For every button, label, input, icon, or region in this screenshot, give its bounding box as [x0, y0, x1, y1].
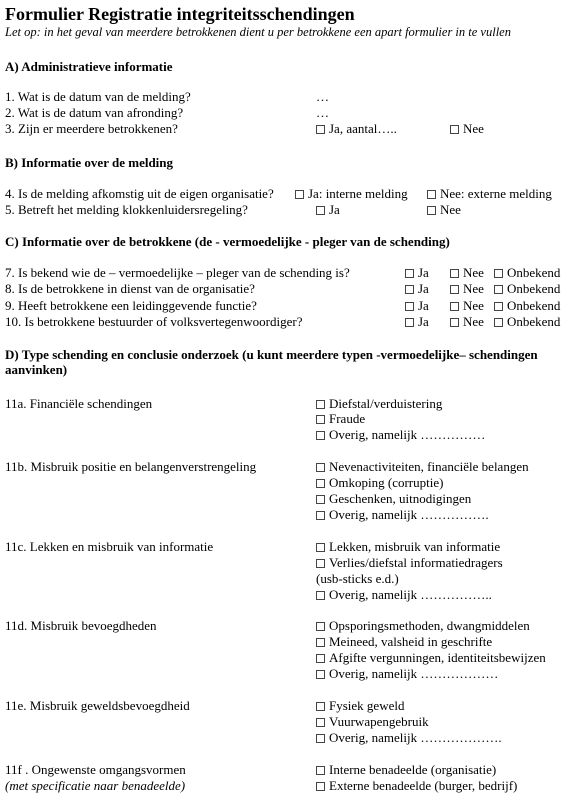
option-label: Fraude [329, 411, 366, 426]
checkbox-icon[interactable] [450, 285, 459, 294]
checkbox-icon[interactable] [405, 318, 414, 327]
checkbox-icon[interactable] [316, 495, 325, 504]
option-label: Nee [463, 265, 484, 280]
q4-option-ja-label: Ja: interne melding [308, 186, 408, 201]
option-11c-2-note: (usb-sticks e.d.) [316, 571, 399, 586]
checkbox-icon[interactable] [295, 190, 304, 199]
section-d-heading: D) Type schending en conclusie onderzoek (u kunt meerdere typen -vermoedelijke– schendingen [5, 347, 538, 362]
checkbox-icon[interactable] [316, 415, 325, 424]
q10-onbekend[interactable] [494, 314, 560, 329]
section-a-heading: A) Administratieve informatie [5, 59, 173, 74]
checkbox-icon[interactable] [316, 702, 325, 711]
option-label: Overig, namelijk ………………. [329, 730, 502, 745]
checkbox-icon[interactable] [316, 511, 325, 520]
q8-nee[interactable] [450, 281, 484, 296]
option-11b-1[interactable] [316, 459, 529, 474]
question-2: 2. Wat is de datum van afronding? [5, 105, 184, 120]
checkbox-icon[interactable] [316, 479, 325, 488]
option-11c-2[interactable] [316, 555, 503, 570]
option-11e-1[interactable] [316, 698, 404, 713]
question-9: 9. Heeft betrokkene een leidinggevende functie? [5, 298, 257, 313]
option-label: Interne benadeelde (organisatie) [329, 762, 497, 777]
option-label: Vuurwapengebruik [329, 714, 429, 729]
checkbox-icon[interactable] [316, 543, 325, 552]
option-label: Ja [418, 314, 429, 329]
option-label: Omkoping (corruptie) [329, 475, 444, 490]
q7-nee[interactable] [450, 265, 484, 280]
checkbox-icon[interactable] [316, 206, 325, 215]
checkbox-icon[interactable] [450, 125, 459, 134]
question-4: 4. Is de melding afkomstig uit de eigen organisatie? [5, 186, 274, 201]
option-11c-3[interactable] [316, 587, 492, 602]
checkbox-icon[interactable] [316, 654, 325, 663]
option-label: Ja [418, 281, 429, 296]
option-label: Diefstal/verduistering [329, 396, 443, 411]
q9-ja[interactable] [405, 298, 429, 313]
option-label: Overig, namelijk ……………. [329, 507, 489, 522]
q9-nee[interactable] [450, 298, 484, 313]
checkbox-icon[interactable] [316, 559, 325, 568]
group-11e-label: 11e. Misbruik geweldsbevoegdheid [5, 698, 190, 713]
q7-onbekend[interactable] [494, 265, 560, 280]
checkbox-icon[interactable] [427, 190, 436, 199]
option-label: Verlies/diefstal informatiedragers [329, 555, 503, 570]
option-11e-3[interactable] [316, 730, 502, 745]
checkbox-icon[interactable] [494, 285, 503, 294]
option-11b-4[interactable] [316, 507, 489, 522]
option-11b-2[interactable] [316, 475, 443, 490]
q5-option-nee[interactable] [427, 202, 461, 217]
option-11d-3[interactable] [316, 650, 546, 665]
checkbox-icon[interactable] [316, 400, 325, 409]
option-label: Ja [418, 298, 429, 313]
q5-option-nee-label: Nee [440, 202, 461, 217]
checkbox-icon[interactable] [316, 431, 325, 440]
option-11e-2[interactable] [316, 714, 429, 729]
q3-option-nee[interactable] [450, 121, 484, 136]
option-label: Meineed, valsheid in geschrifte [329, 634, 493, 649]
option-11a-2[interactable] [316, 411, 365, 426]
group-11c-label: 11c. Lekken en misbruik van informatie [5, 539, 214, 554]
option-label: Nee [463, 281, 484, 296]
option-label: Overig, namelijk …………….. [329, 587, 492, 602]
option-11c-1[interactable] [316, 539, 500, 554]
checkbox-icon[interactable] [405, 285, 414, 294]
question-1-value[interactable]: … [316, 89, 329, 104]
section-c-heading: C) Informatie over de betrokkene (de - vermoedelijke - pleger van de schending) [5, 234, 450, 249]
question-10: 10. Is betrokkene bestuurder of volksvertegenwoordiger? [5, 314, 303, 329]
q10-ja[interactable] [405, 314, 429, 329]
q9-onbekend[interactable] [494, 298, 560, 313]
option-11d-4[interactable] [316, 666, 498, 681]
q7-ja[interactable] [405, 265, 429, 280]
group-11f-sublabel: (met specificatie naar benadeelde) [5, 778, 186, 793]
option-11a-3[interactable] [316, 427, 485, 442]
option-11d-2[interactable] [316, 634, 492, 649]
section-d-heading-cont: aanvinken) [5, 362, 68, 377]
q8-onbekend[interactable] [494, 281, 560, 296]
option-label: Lekken, misbruik van informatie [329, 539, 501, 554]
checkbox-icon[interactable] [316, 734, 325, 743]
option-label: Onbekend [507, 281, 561, 296]
q3-option-ja-label: Ja, aantal….. [329, 121, 397, 136]
option-11d-1[interactable] [316, 618, 530, 633]
checkbox-icon[interactable] [405, 302, 414, 311]
checkbox-icon[interactable] [316, 125, 325, 134]
checkbox-icon[interactable] [450, 302, 459, 311]
checkbox-icon[interactable] [494, 302, 503, 311]
option-label: Ja [418, 265, 429, 280]
checkbox-icon[interactable] [450, 269, 459, 278]
checkbox-icon[interactable] [316, 591, 325, 600]
checkbox-icon[interactable] [316, 670, 325, 679]
option-label: Overig, namelijk ……………… [329, 666, 499, 681]
q5-option-ja-label: Ja [329, 202, 340, 217]
section-b-heading: B) Informatie over de melding [5, 155, 174, 170]
question-1: 1. Wat is de datum van de melding? [5, 89, 191, 104]
option-label: Onbekend [507, 314, 561, 329]
checkbox-icon[interactable] [316, 766, 325, 775]
checkbox-icon[interactable] [316, 463, 325, 472]
option-label: Geschenken, uitnodigingen [329, 491, 472, 506]
q5-option-ja[interactable] [316, 202, 340, 217]
q4-option-nee-label: Nee: externe melding [440, 186, 552, 201]
option-11f-1[interactable] [316, 762, 496, 777]
question-3: 3. Zijn er meerdere betrokkenen? [5, 121, 178, 136]
group-11d-label: 11d. Misbruik bevoegdheden [5, 618, 157, 633]
page-title: Formulier Registratie integriteitsschendingen [5, 4, 355, 24]
option-label: Nevenactiviteiten, financiële belangen [329, 459, 529, 474]
checkbox-icon[interactable] [450, 318, 459, 327]
checkbox-icon[interactable] [316, 718, 325, 727]
option-label: Opsporingsmethoden, dwangmiddelen [329, 618, 530, 633]
instruction-note: Let op: in het geval van meerdere betrokkenen dient u per betrokkene een apart formulier in te vullen [5, 25, 511, 39]
group-11f-label: 11f . Ongewenste omgangsvormen [5, 762, 186, 777]
checkbox-icon[interactable] [316, 638, 325, 647]
checkbox-icon[interactable] [494, 269, 503, 278]
q10-nee[interactable] [450, 314, 484, 329]
group-11a-label: 11a. Financiële schendingen [5, 396, 153, 411]
q4-option-ja[interactable] [295, 186, 408, 201]
q8-ja[interactable] [405, 281, 429, 296]
option-label: Externe benadeelde (burger, bedrijf) [329, 778, 518, 793]
question-7: 7. Is bekend wie de – vermoedelijke – pleger van de schending is? [5, 265, 350, 280]
question-8: 8. Is de betrokkene in dienst van de organisatie? [5, 281, 255, 296]
option-11b-3[interactable] [316, 491, 471, 506]
checkbox-icon[interactable] [405, 269, 414, 278]
question-5: 5. Betreft het melding klokkenluidersregeling? [5, 202, 248, 217]
option-11f-2[interactable] [316, 778, 517, 793]
checkbox-icon[interactable] [427, 206, 436, 215]
q4-option-nee[interactable] [427, 186, 552, 201]
group-11b-label: 11b. Misbruik positie en belangenverstrengeling [5, 459, 257, 474]
option-label: Fysiek geweld [329, 698, 405, 713]
option-label: Nee [463, 298, 484, 313]
option-label: Afgifte vergunningen, identiteitsbewijzen [329, 650, 546, 665]
option-label: Onbekend [507, 298, 561, 313]
question-2-value[interactable]: … [316, 105, 329, 120]
option-label: Onbekend [507, 265, 561, 280]
option-11a-1[interactable] [316, 396, 442, 411]
q3-option-ja[interactable] [316, 121, 397, 136]
checkbox-icon[interactable] [316, 782, 325, 791]
checkbox-icon[interactable] [494, 318, 503, 327]
option-label: Overig, namelijk …………… [329, 427, 486, 442]
checkbox-icon[interactable] [316, 622, 325, 631]
option-label: Nee [463, 314, 484, 329]
q3-option-nee-label: Nee [463, 121, 484, 136]
